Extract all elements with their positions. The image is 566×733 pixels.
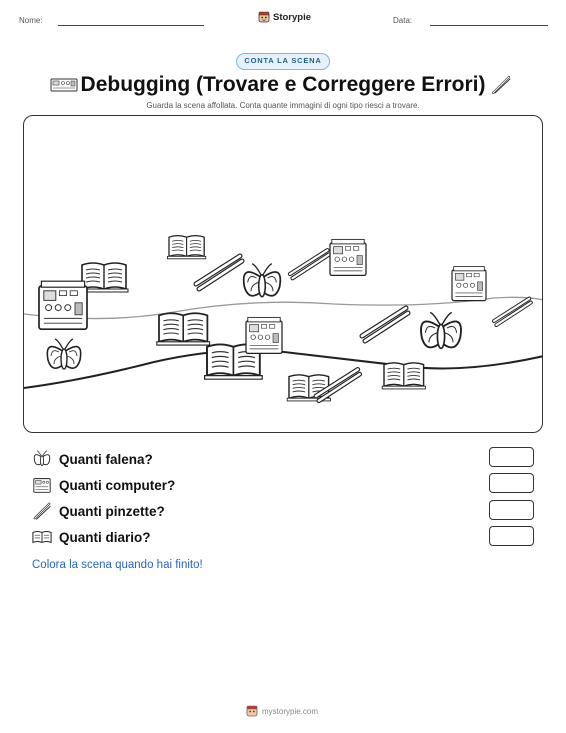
tweezers-icon bbox=[32, 501, 52, 521]
instructions: Guarda la scena affollata. Conta quante immagini di ogni tipo riesci a trovare. bbox=[146, 101, 420, 110]
date-line bbox=[430, 25, 548, 26]
moth-icon bbox=[47, 339, 80, 369]
computer-icon bbox=[32, 475, 52, 495]
name-line bbox=[58, 25, 204, 26]
computer-icon bbox=[452, 267, 486, 301]
scene-illustration bbox=[24, 116, 543, 433]
site-url: mystorypie.com bbox=[262, 706, 319, 716]
moth-icon bbox=[32, 449, 52, 469]
question-row-diary bbox=[32, 527, 151, 547]
moth-icon bbox=[421, 312, 461, 348]
storypie-mascot-icon bbox=[258, 11, 270, 23]
activity-badge: CONTA LA SCENA bbox=[236, 53, 330, 70]
answer-box-computer[interactable] bbox=[489, 473, 534, 493]
question-row-moth bbox=[32, 449, 153, 469]
question-text: Quanti computer? bbox=[59, 477, 176, 493]
coloring-instruction: Colora la scena quando hai finito! bbox=[32, 559, 203, 571]
site-footer bbox=[246, 705, 318, 717]
computer-icon bbox=[246, 317, 282, 353]
tweezers-icon bbox=[362, 308, 408, 341]
page-title: Debugging (Trovare e Correggere Errori) bbox=[80, 73, 486, 96]
computer-icon bbox=[39, 281, 87, 329]
question-text: Quanti falena? bbox=[59, 451, 153, 467]
question-text: Quanti diario? bbox=[59, 529, 151, 545]
name-label: Nome: bbox=[19, 16, 43, 25]
date-label: Data: bbox=[393, 16, 413, 25]
question-row-computer bbox=[32, 475, 175, 495]
tweezers-icon bbox=[290, 250, 329, 278]
hill-line-front bbox=[24, 350, 543, 388]
computer-icon bbox=[330, 239, 366, 275]
tweezers-icon bbox=[494, 299, 531, 325]
brand-logo bbox=[258, 11, 311, 23]
storypie-mascot-icon bbox=[246, 705, 258, 717]
scene-frame bbox=[23, 115, 543, 433]
answer-box-tweezers[interactable] bbox=[489, 500, 534, 520]
question-row-tweezers bbox=[32, 501, 165, 521]
answer-box-diary[interactable] bbox=[489, 526, 534, 546]
moth-icon bbox=[244, 264, 281, 297]
tweezers-icon bbox=[196, 256, 242, 289]
brand-name: Storypie bbox=[273, 11, 312, 23]
diary-icon bbox=[167, 236, 205, 259]
diary-icon bbox=[382, 363, 425, 389]
question-text: Quanti pinzette? bbox=[59, 503, 165, 519]
diary-icon bbox=[157, 313, 210, 345]
answer-box-moth[interactable] bbox=[489, 447, 534, 467]
diary-icon bbox=[32, 527, 52, 547]
tweezers-icon bbox=[490, 74, 512, 96]
